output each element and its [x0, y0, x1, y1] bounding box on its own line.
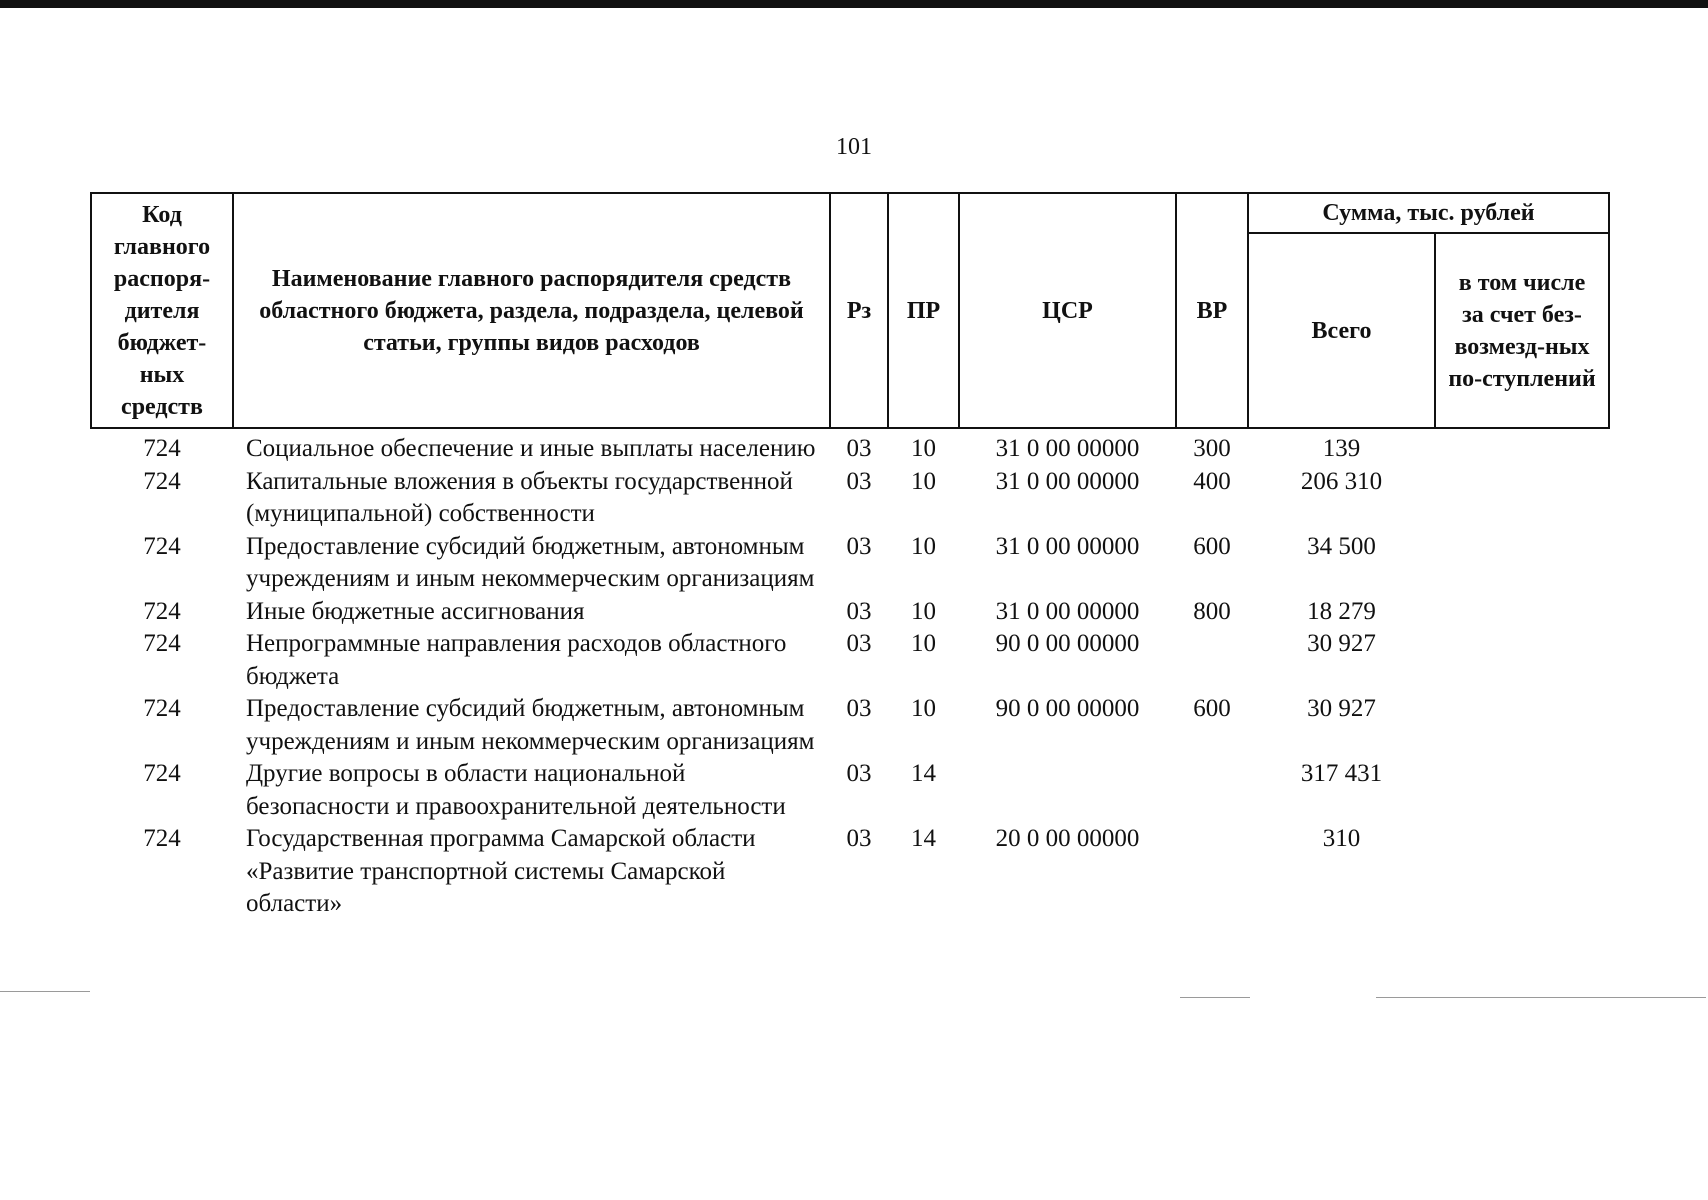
- budget-table: [90, 192, 1610, 921]
- cell-rz: 03: [846, 467, 872, 495]
- page-number: 101: [836, 134, 872, 160]
- cell-total: 206 310: [1300, 467, 1383, 495]
- header-incl: в том числе за счет без-возмезд-ных по-ступлений: [1435, 233, 1609, 428]
- cell-csr: 90 0 00 00000: [995, 695, 1140, 722]
- scan-artifact-line: [1180, 997, 1250, 998]
- cell-incl: [1435, 628, 1609, 693]
- cell-name: Государственная программа Самарской области «Развитие транспортной системы Самарской области»: [246, 825, 756, 917]
- cell-rz: 03: [846, 597, 872, 625]
- table-row: [91, 531, 1609, 596]
- table-row: [91, 758, 1609, 823]
- cell-code: 724: [143, 532, 181, 560]
- cell-pr: 10: [911, 435, 936, 462]
- cell-csr: 31 0 00 00000: [995, 532, 1140, 560]
- cell-code: 724: [143, 695, 181, 722]
- cell-incl: [1435, 823, 1609, 921]
- cell-code: 724: [143, 630, 181, 657]
- cell-rz: 03: [846, 435, 872, 462]
- table-row: [91, 428, 1609, 466]
- scan-top-border: [0, 0, 1708, 8]
- cell-csr: 90 0 00 00000: [995, 630, 1140, 657]
- cell-name: Другие вопросы в области национальной безопасности и правоохранительной деятельности: [246, 760, 786, 820]
- cell-incl: [1435, 693, 1609, 758]
- header-total: Всего: [1248, 233, 1435, 428]
- table-row: [91, 596, 1609, 629]
- cell-total: 139: [1322, 435, 1361, 462]
- header-rz: Рз: [830, 193, 888, 428]
- header-sum: Сумма, тыс. рублей: [1248, 193, 1609, 233]
- cell-total: 18 279: [1307, 597, 1376, 625]
- scan-artifact-line: [0, 991, 90, 992]
- cell-vr: 300: [1193, 435, 1231, 462]
- cell-code: 724: [143, 760, 181, 787]
- cell-pr: 10: [911, 695, 936, 722]
- cell-pr: 10: [911, 597, 936, 625]
- cell-total: 310: [1322, 825, 1361, 852]
- header-name: Наименование главного распорядителя средств областного бюджета, раздела, подраздела, целевой статьи, группы видов расходов: [233, 193, 830, 428]
- cell-total: 30 927: [1307, 630, 1376, 657]
- cell-rz: 03: [846, 825, 872, 852]
- cell-vr: 800: [1193, 597, 1231, 625]
- cell-pr: 10: [911, 532, 936, 560]
- scan-artifact-line: [1376, 997, 1706, 998]
- cell-incl: [1435, 758, 1609, 823]
- cell-name: Предоставление субсидий бюджетным, автономным учреждениям и иным некоммерческим организациям: [246, 532, 815, 592]
- cell-name: Капитальные вложения в объекты государственной (муниципальной) собственности: [246, 467, 793, 527]
- cell-vr: [1176, 823, 1248, 921]
- cell-name: Непрограммные направления расходов областного бюджета: [246, 630, 787, 690]
- cell-vr: [1176, 758, 1248, 823]
- cell-csr: 20 0 00 00000: [995, 825, 1140, 852]
- header-code: Код главного распоря-дителя бюджет-ных средств: [91, 193, 233, 428]
- cell-csr: [959, 758, 1176, 823]
- cell-vr: [1176, 628, 1248, 693]
- cell-pr: 10: [911, 467, 936, 495]
- cell-code: 724: [143, 467, 181, 495]
- cell-code: 724: [143, 435, 181, 462]
- cell-incl: [1435, 531, 1609, 596]
- table-row: [91, 823, 1609, 921]
- cell-rz: 03: [846, 532, 872, 560]
- cell-pr: 14: [911, 760, 936, 787]
- cell-incl: [1435, 466, 1609, 531]
- header-vr: ВР: [1176, 193, 1248, 428]
- cell-rz: 03: [846, 760, 872, 787]
- cell-incl: [1435, 596, 1609, 629]
- cell-csr: 31 0 00 00000: [995, 435, 1140, 462]
- cell-total: 30 927: [1307, 695, 1376, 722]
- cell-incl: [1435, 428, 1609, 466]
- cell-total: 34 500: [1307, 532, 1376, 560]
- header-pr: ПР: [888, 193, 959, 428]
- cell-name: Предоставление субсидий бюджетным, автономным учреждениям и иным некоммерческим организациям: [246, 695, 815, 755]
- cell-vr: 600: [1193, 532, 1231, 560]
- cell-code: 724: [143, 825, 181, 852]
- cell-csr: 31 0 00 00000: [995, 597, 1140, 625]
- cell-vr: 600: [1193, 695, 1231, 722]
- cell-rz: 03: [846, 630, 872, 657]
- cell-rz: 03: [846, 695, 872, 722]
- table-row: [91, 628, 1609, 693]
- cell-total: 317 431: [1300, 760, 1383, 787]
- cell-name: Иные бюджетные ассигнования: [246, 597, 585, 625]
- cell-pr: 14: [911, 825, 936, 852]
- cell-code: 724: [143, 597, 181, 625]
- header-csr: ЦСР: [959, 193, 1176, 428]
- table-row: [91, 693, 1609, 758]
- cell-csr: 31 0 00 00000: [995, 467, 1140, 495]
- cell-vr: 400: [1193, 467, 1231, 495]
- table-row: [91, 466, 1609, 531]
- cell-pr: 10: [911, 630, 936, 657]
- cell-name: Социальное обеспечение и иные выплаты населению: [246, 435, 816, 462]
